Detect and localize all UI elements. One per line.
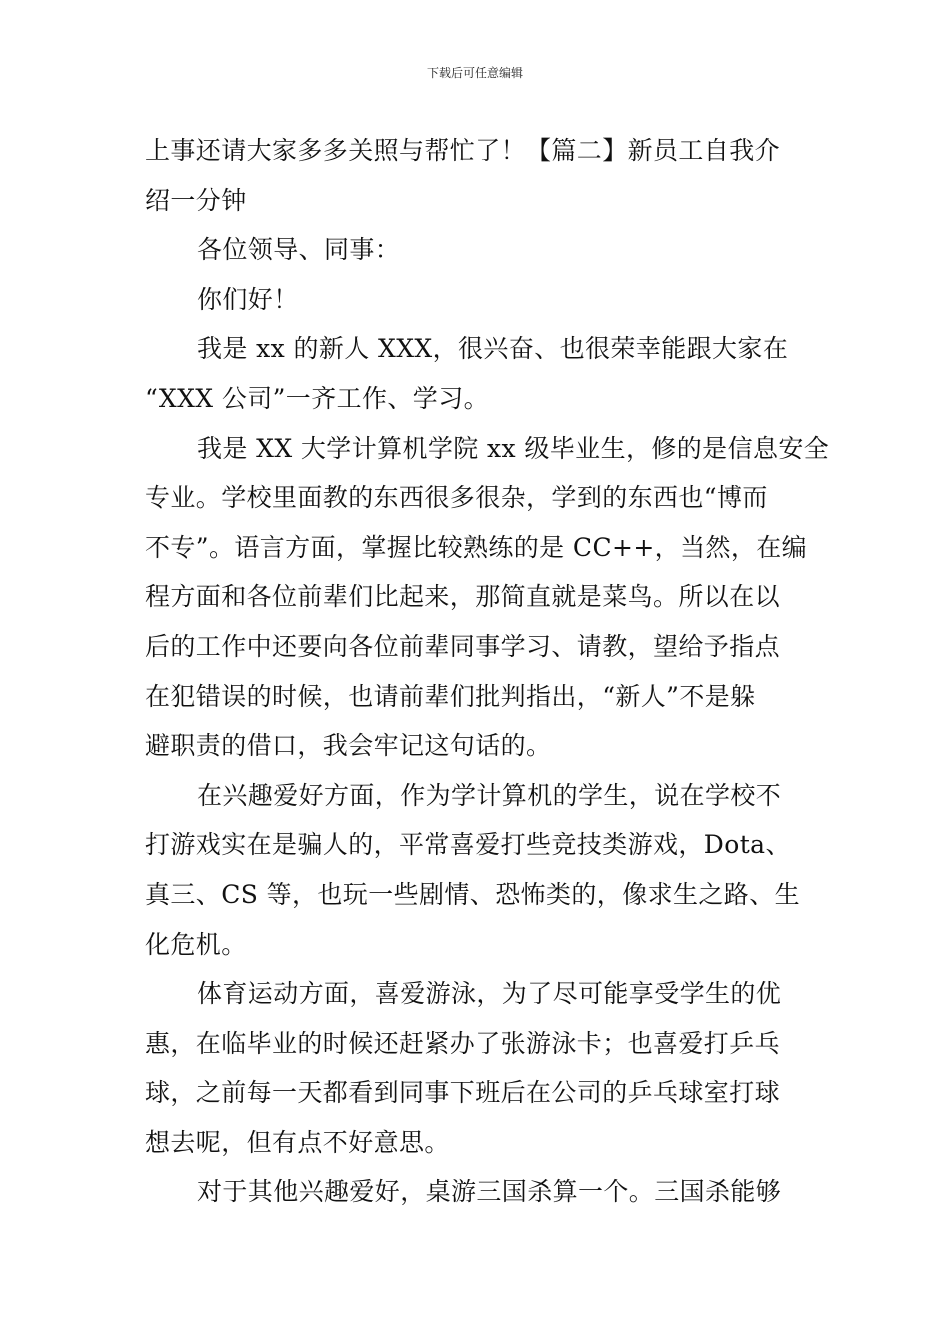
text-line: 在犯错误的时候，也请前辈们批判指出，“新人”不是躲 [145, 681, 756, 711]
text-line: 惠，在临毕业的时候还赶紧办了张游泳卡；也喜爱打乒乓 [145, 1028, 781, 1058]
text-line: 打游戏实在是骗人的，平常喜爱打些竞技类游戏，Dota、 [145, 830, 791, 860]
text-line: “XXX 公司”一齐工作、学习。 [145, 383, 489, 413]
text-line: 绍一分钟 [145, 185, 247, 215]
text-line: 程方面和各位前辈们比起来，那简直就是菜鸟。所以在以 [145, 582, 781, 612]
page-header: 下载后可任意编辑 [426, 66, 523, 80]
text-line: 后的工作中还要向各位前辈同事学习、请教，望给予指点 [145, 631, 781, 661]
text-line: 化危机。 [145, 929, 247, 959]
text-line: 真三、CS 等，也玩一些剧情、恐怖类的，像求生之路、生 [145, 879, 801, 909]
text-line: 对于其他兴趣爱好，桌游三国杀算一个。三国杀能够 [197, 1177, 782, 1207]
document-body [145, 126, 830, 1217]
text-line: 避职责的借口，我会牢记这句话的。 [145, 731, 552, 761]
text-line: 在兴趣爱好方面，作为学计算机的学生，说在学校不 [197, 780, 782, 810]
text-line: 想去呢，但有点不好意思。 [145, 1127, 450, 1157]
text-line: 我是 xx 的新人 XXX，很兴奋、也很荣幸能跟大家在 [197, 334, 789, 364]
text-line: 不专”。语言方面，掌握比较熟练的是 CC++，当然，在编 [145, 532, 808, 562]
text-line: 球，之前每一天都看到同事下班后在公司的乒乓球室打球 [145, 1078, 781, 1108]
greeting-line: 你们好！ [197, 284, 299, 314]
text-line: 上事还请大家多多关照与帮忙了！【篇二】新员工自我介 [145, 136, 781, 165]
text-line: 体育运动方面，喜爱游泳，为了尽可能享受学生的优 [197, 979, 782, 1009]
text-line: 专业。学校里面教的东西很多很杂，学到的东西也“博而 [145, 483, 768, 513]
text-line: 我是 XX 大学计算机学院 xx 级毕业生，修的是信息安全 [197, 433, 830, 463]
greeting-line: 各位领导、同事： [197, 235, 401, 265]
